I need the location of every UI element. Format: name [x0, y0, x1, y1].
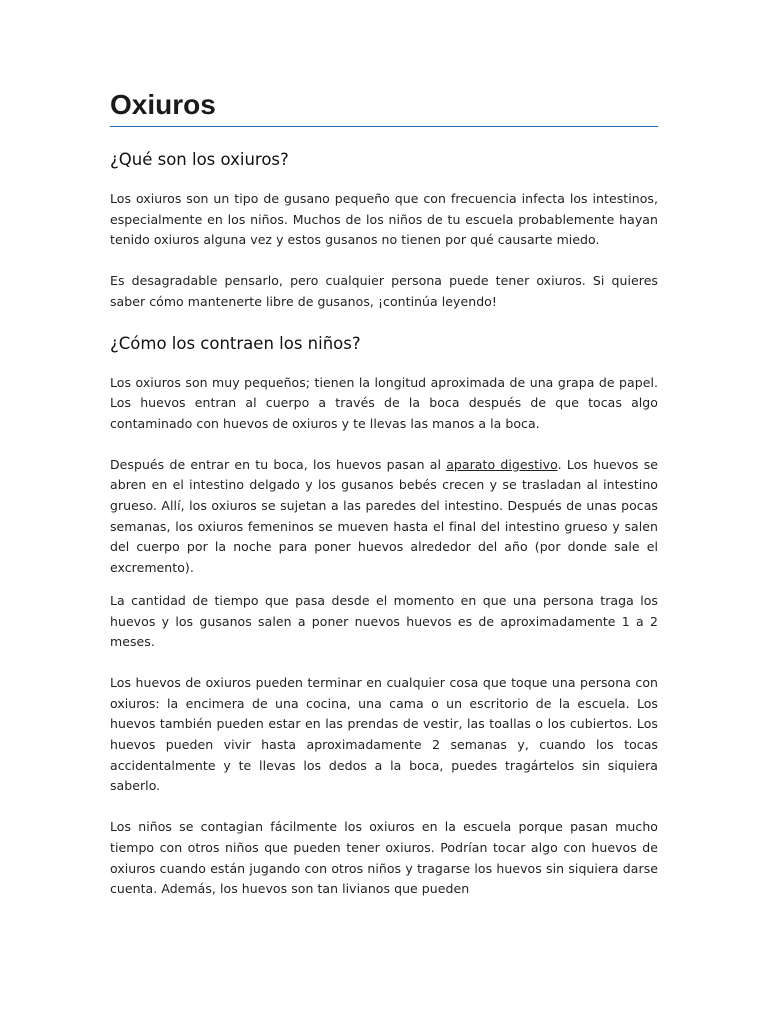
- paragraph: La cantidad de tiempo que pasa desde el momento en que una persona traga los huevos y los gusanos salen a poner nuevos huevos es de aproximadamente 1 a 2 meses.: [110, 592, 658, 650]
- digestive-system-link[interactable]: aparato digestivo: [446, 456, 558, 472]
- paragraph-with-link: [110, 455, 658, 579]
- paragraph: Es desagradable pensarlo, pero cualquier persona puede tener oxiuros. Si quieres saber cómo mantenerte libre de gusanos, ¡continúa leyendo!: [110, 273, 658, 309]
- page-title: Oxiuros: [110, 89, 216, 120]
- paragraph-text: Después de entrar en tu boca, los huevos pasan al: [110, 456, 447, 472]
- section-heading: ¿Qué son los oxiuros?: [110, 150, 289, 169]
- section-heading: ¿Cómo los contraen los niños?: [110, 333, 361, 353]
- paragraph: Los oxiuros son un tipo de gusano pequeño que con frecuencia infecta los intestinos, especialmente en los niños. Muchos de los niños de tu escuela probablemente hayan tenido oxiuros alguna vez y estos gusanos no tienen por qué causarte miedo.: [110, 191, 658, 248]
- paragraph: Los oxiuros son muy pequeños; tienen la longitud aproximada de una grapa de papel. Los huevos entran al cuerpo a través de la boca después de que tocas algo contaminado con huevos de oxiuros y te llevas las manos a la boca.: [110, 374, 658, 431]
- section-how-kids-get-them: [110, 333, 658, 900]
- document-page: [110, 78, 658, 920]
- paragraph-text: . Los huevos se abren en el intestino delgado y los gusanos bebés crecen y se trasladan al intestino grueso. Allí, los oxiuros se sujetan a las paredes del intestino. Después de unas pocas semanas, los oxiuros femeninos se mueven hasta el final del intestino grueso y salen del cuerpo por la noche para poner huevos alrededor del año (por donde sale el excremento).: [110, 456, 659, 576]
- title-divider: [110, 126, 658, 127]
- paragraph: Los niños se contagian fácilmente los oxiuros en la escuela porque pasan mucho tiempo con otros niños que pueden tener oxiuros. Podrían tocar algo con huevos de oxiuros cuando están jugando con otros niños y tragarse los huevos sin siquiera darse cuenta. Además, los huevos son tan livianos que pueden: [110, 819, 658, 897]
- paragraph: Los huevos de oxiuros pueden terminar en cualquier cosa que toque una persona con oxiuros: la encimera de una cocina, una cama o un escritorio de la escuela. Los huevos también pueden estar en las prendas de vestir, las toallas o los cubiertos. Los huevos pueden vivir hasta aproximadamente 2 semanas y, cuando los tocas accidentalmente y te llevas los dedos a la boca, puedes tragártelos sin siquiera saberlo.: [110, 674, 658, 794]
- section-what-are-pinworms: [110, 149, 658, 313]
